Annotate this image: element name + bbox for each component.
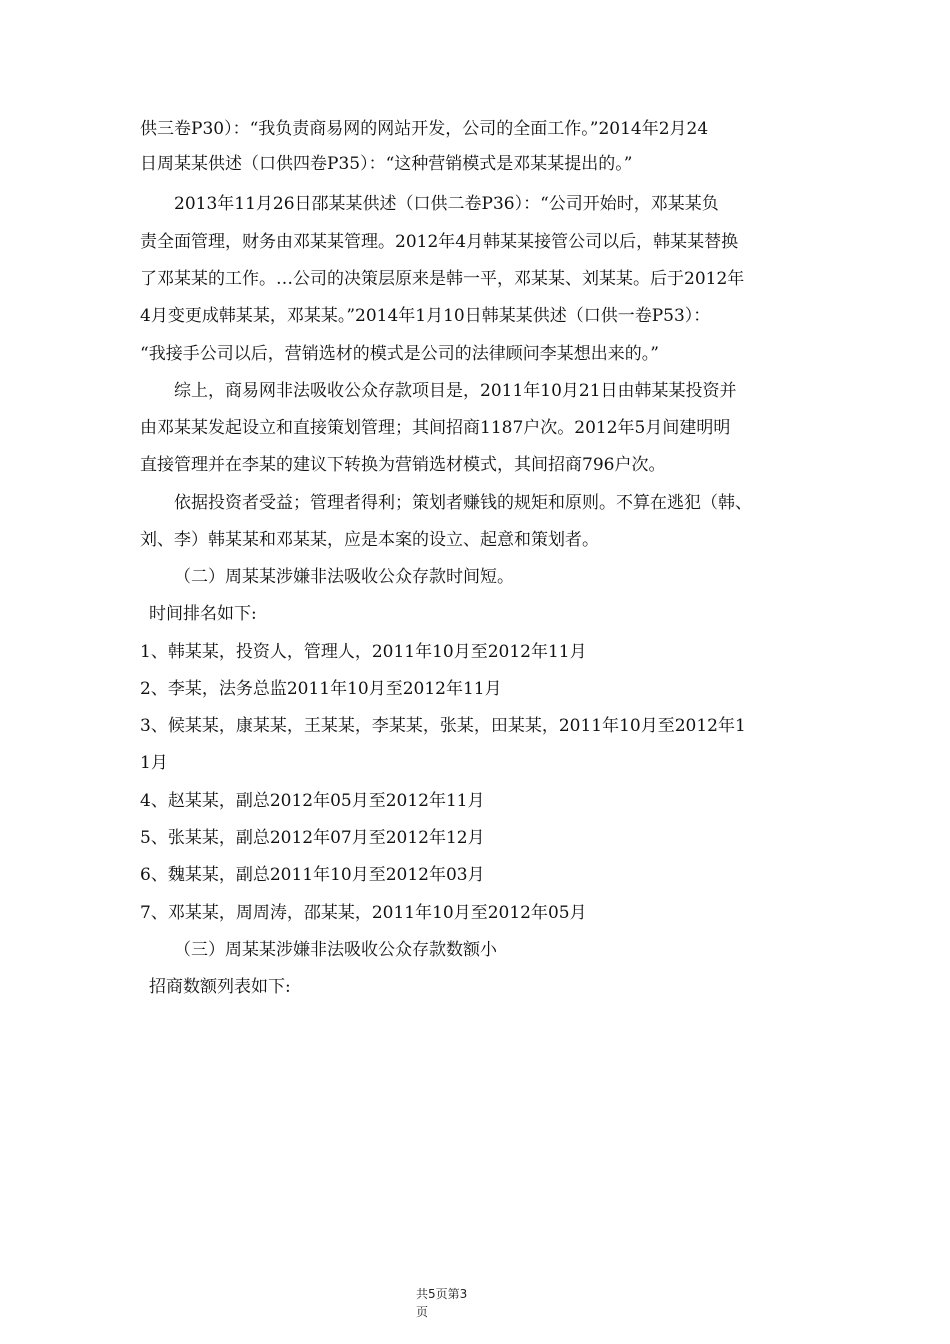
text-line-1: 供三卷P30）：“我负责商易网的网站开发，公司的全面工作。”2014年2月24 (140, 119, 709, 139)
text-line-12: 刘、李）韩某某和邓某某，应是本案的设立、起意和策划者。 (140, 530, 599, 550)
text-line-7: “我接手公司以后，营销选材的模式是公司的法律顾问李某想出来的。” (140, 344, 659, 364)
investment-table-label: 招商数额列表如下: (149, 977, 291, 997)
page-footer (416, 1285, 467, 1321)
ranking-item-6: 6、魏某某，副总2011年10月至2012年03月 (140, 865, 485, 885)
time-ranking-label: 时间排名如下: (149, 604, 257, 624)
ranking-item-4: 4、赵某某，副总2012年05月至2012年11月 (140, 791, 485, 811)
page-number-line-2: 页 (416, 1305, 429, 1319)
text-line-10: 直接管理并在李某的建议下转换为营销选材模式，其间招商796户次。 (140, 455, 666, 475)
text-line-8: 综上，商易网非法吸收公众存款项目是，2011年10月21日由韩某某投资并 (174, 381, 737, 401)
text-line-6: 4月变更成韩某某，邓某某。”2014年1月10日韩某某供述（口供一卷P53）： (140, 306, 711, 326)
page-number-line-1: 共5页第3 (416, 1287, 468, 1301)
ranking-item-3-continued: 1月 (140, 753, 168, 773)
ranking-item-3: 3、候某某，康某某，王某某，李某某，张某，田某某，2011年10月至2012年1 (140, 716, 746, 736)
ranking-item-7: 7、邓某某，周周涛，邵某某，2011年10月至2012年05月 (140, 903, 587, 923)
text-line-4: 责全面管理，财务由邓某某管理。2012年4月韩某某接管公司以后，韩某某替换 (140, 232, 739, 252)
text-line-2: 日周某某供述（口供四卷P35）：“这种营销模式是邓某某提出的。” (140, 154, 633, 174)
section-heading-2: （二）周某某涉嫌非法吸收公众存款时间短。 (174, 567, 514, 587)
text-line-5: 了邓某某的工作。…公司的决策层原来是韩一平，邓某某、刘某某。后于2012年 (140, 269, 745, 289)
ranking-item-1: 1、韩某某，投资人，管理人，2011年10月至2012年11月 (140, 642, 587, 662)
ranking-item-5: 5、张某某，副总2012年07月至2012年12月 (140, 828, 485, 848)
text-line-3: 2013年11月26日邵某某供述（口供二卷P36）：“公司开始时，邓某某负 (174, 194, 719, 214)
text-line-11: 依据投资者受益；管理者得利；策划者赚钱的规矩和原则。不算在逃犯（韩、 (174, 493, 752, 513)
ranking-item-2: 2、李某，法务总监2011年10月至2012年11月 (140, 679, 502, 699)
text-line-9: 由邓某某发起设立和直接策划管理；其间招商1187户次。2012年5月间建明明 (140, 418, 731, 438)
section-heading-3: （三）周某某涉嫌非法吸收公众存款数额小 (174, 940, 497, 960)
